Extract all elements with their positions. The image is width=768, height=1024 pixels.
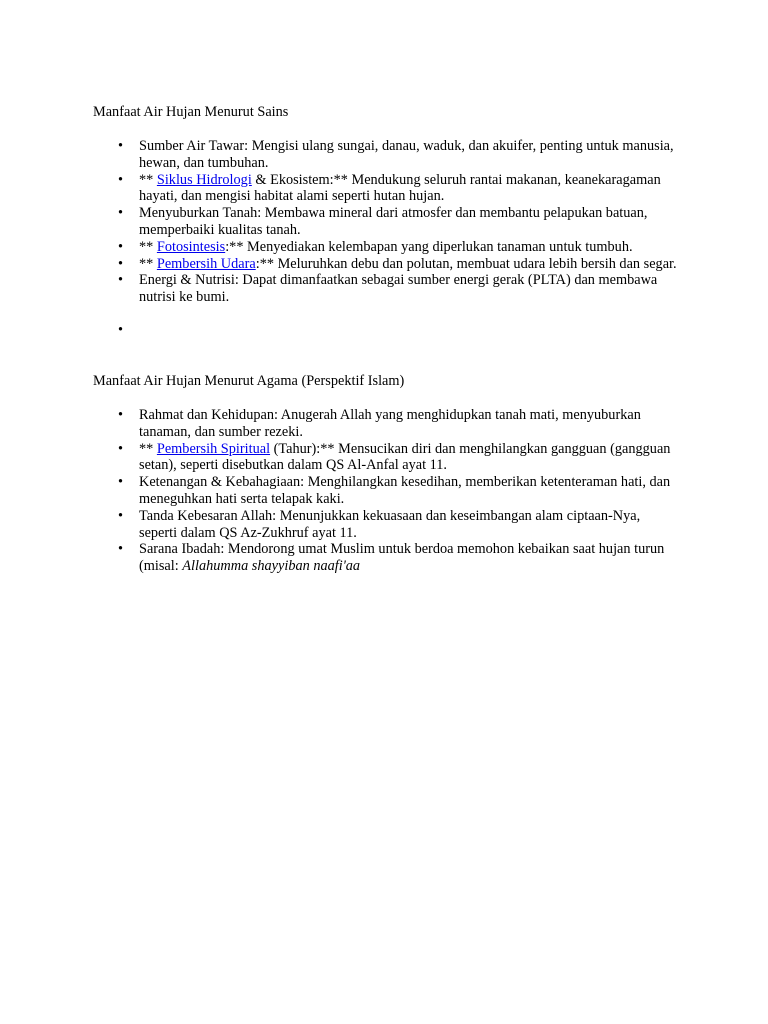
- list-item: [118, 507, 679, 542]
- item-prefix: **: [139, 171, 157, 188]
- item-prefix: **: [139, 238, 157, 255]
- bullet-marker: •: [118, 321, 124, 338]
- link-pembersih-udara[interactable]: Pembersih Udara: [156, 255, 256, 272]
- item-text: (Tahur):** Mensucikan diri dan menghilangkan gangguan (gangguan setan), seperti disebutkan dalam QS Al-Anfal ayat 11.: [139, 440, 671, 474]
- list-item: [118, 238, 679, 256]
- italic-doa-text: Allahumma shayyiban naafi'aa: [182, 558, 361, 575]
- item-prefix: **: [139, 440, 157, 457]
- bullet-marker: •: [118, 541, 124, 558]
- section-heading-agama: Manfaat Air Hujan Menurut Agama (Perspektif Islam): [93, 373, 405, 389]
- section-heading-sains: Manfaat Air Hujan Menurut Sains: [93, 104, 289, 120]
- agama-benefit-list: [118, 407, 679, 575]
- list-item: [118, 474, 679, 508]
- item-text: :** Menyediakan kelembapan yang diperlukan tanaman untuk tumbuh.: [225, 238, 633, 255]
- item-text: Energi & Nutrisi: Dapat dimanfaatkan sebagai sumber energi gerak (PLTA) dan membawa nutrisi ke bumi.: [139, 272, 658, 306]
- item-text: Menyuburkan Tanah: Membawa mineral dari atmosfer dan membantu pelapukan batuan, memperbaiki kualitas tanah.: [139, 205, 648, 238]
- link-siklus-hidrologi[interactable]: Siklus Hidrologi: [156, 171, 252, 188]
- list-item: [118, 205, 679, 239]
- list-item: [118, 138, 679, 172]
- bullet-marker: •: [118, 440, 124, 457]
- bullet-marker: •: [118, 474, 124, 491]
- link-fotosintesis[interactable]: Fotosintesis: [156, 238, 226, 255]
- item-text: & Ekosistem:** Mendukung seluruh rantai makanan, keanekaragaman hayati, dan mengisi habitat alami seperti hutan hujan.: [139, 171, 661, 205]
- bullet-marker: •: [118, 238, 124, 255]
- item-text: Sarana Ibadah: Mendorong umat Muslim untuk berdoa memohon kebaikan saat hujan turun (misal:: [139, 541, 665, 575]
- item-prefix: **: [139, 255, 157, 272]
- item-text: :** Meluruhkan debu dan polutan, membuat udara lebih bersih dan segar.: [255, 255, 677, 272]
- list-item: [118, 541, 679, 575]
- link-pembersih-spiritual[interactable]: Pembersih Spiritual: [156, 440, 271, 457]
- empty-list-item: [118, 306, 679, 339]
- list-item: [118, 272, 679, 306]
- list-item: [118, 255, 679, 273]
- list-item: [118, 440, 679, 475]
- bullet-marker: •: [118, 138, 124, 154]
- item-text: Sumber Air Tawar: Mengisi ulang sungai, danau, waduk, dan akuifer, penting untuk manusia, hewan, dan tumbuhan.: [139, 138, 674, 171]
- bullet-marker: •: [118, 171, 124, 188]
- bullet-marker: •: [118, 507, 124, 524]
- bullet-marker: •: [118, 205, 124, 222]
- list-item: [118, 171, 679, 206]
- item-text: Ketenangan & Kebahagiaan: Menghilangkan kesedihan, memberikan ketenteraman hati, dan meneguhkan hati serta telapak kaki.: [139, 474, 671, 507]
- list-item: [118, 407, 679, 441]
- bullet-marker: •: [118, 272, 124, 289]
- sains-benefit-list: [118, 138, 679, 339]
- bullet-marker: •: [118, 255, 124, 272]
- bullet-marker: •: [118, 407, 124, 423]
- item-text: Rahmat dan Kehidupan: Anugerah Allah yang menghidupkan tanah mati, menyuburkan tanaman, dan sumber rezeki.: [139, 407, 641, 440]
- item-text: Tanda Kebesaran Allah: Menunjukkan kekuasaan dan keseimbangan alam ciptaan-Nya, seperti dalam QS Az-Zukhruf ayat 11.: [139, 507, 641, 541]
